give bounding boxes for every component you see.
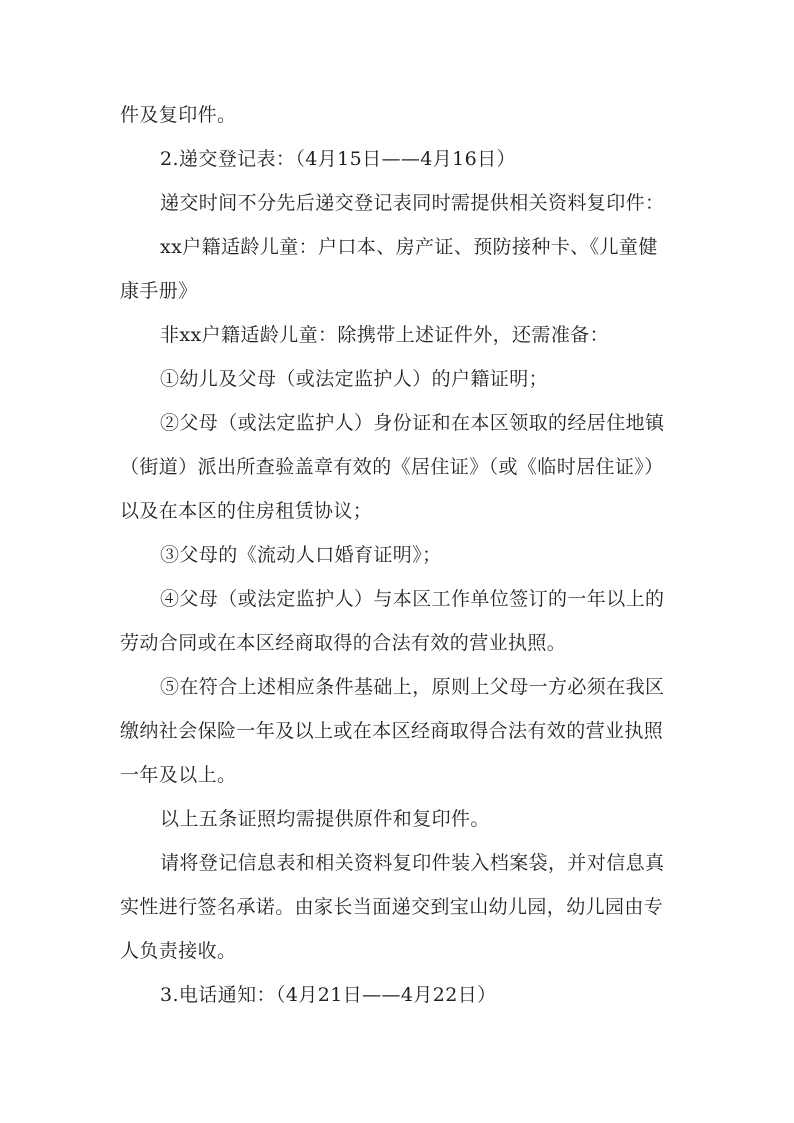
paragraph-continuation: 件及复印件。 (120, 104, 237, 126)
document-body (120, 93, 676, 1017)
paragraph-nonlocal-children: 非xx户籍适龄儿童：除携带上述证件外，还需准备： (160, 324, 610, 346)
paragraph-submission-note: 递交时间不分先后递交登记表同时需提供相关资料复印件： (160, 192, 665, 214)
paragraph-step-3-heading: 3.电话通知：（4月21日——4月22日） (160, 984, 497, 1006)
paragraph-submission-instructions: 请将登记信息表和相关资料复印件装入档案袋，并对信息真实性进行签名承诺。由家长当面递交到宝山幼儿园，幼儿园由专人负责接收。 (120, 852, 665, 962)
paragraph-step-2-heading: 2.递交登记表：（4月15日——4月16日） (160, 148, 516, 170)
list-item-5: ⑤在符合上述相应条件基础上，原则上父母一方必须在我区缴纳社会保险一年及以上或在本区经商取得合法有效的营业执照一年及以上。 (120, 676, 665, 786)
list-item-2: ②父母（或法定监护人）身份证和在本区领取的经居住地镇（街道）派出所查验盖章有效的《居住证》（或《临时居住证》）以及在本区的住房租赁协议； (120, 412, 665, 522)
paragraph-originals-note: 以上五条证照均需提供原件和复印件。 (160, 808, 490, 830)
paragraph-local-children: xx户籍适龄儿童：户口本、房产证、预防接种卡、《儿童健康手册》 (120, 236, 658, 302)
list-item-3: ③父母的《流动人口婚育证明》； (160, 544, 442, 566)
list-item-1: ①幼儿及父母（或法定监护人）的户籍证明； (160, 368, 549, 390)
list-item-4: ④父母（或法定监护人）与本区工作单位签订的一年以上的劳动合同或在本区经商取得的合法有效的营业执照。 (120, 588, 665, 654)
